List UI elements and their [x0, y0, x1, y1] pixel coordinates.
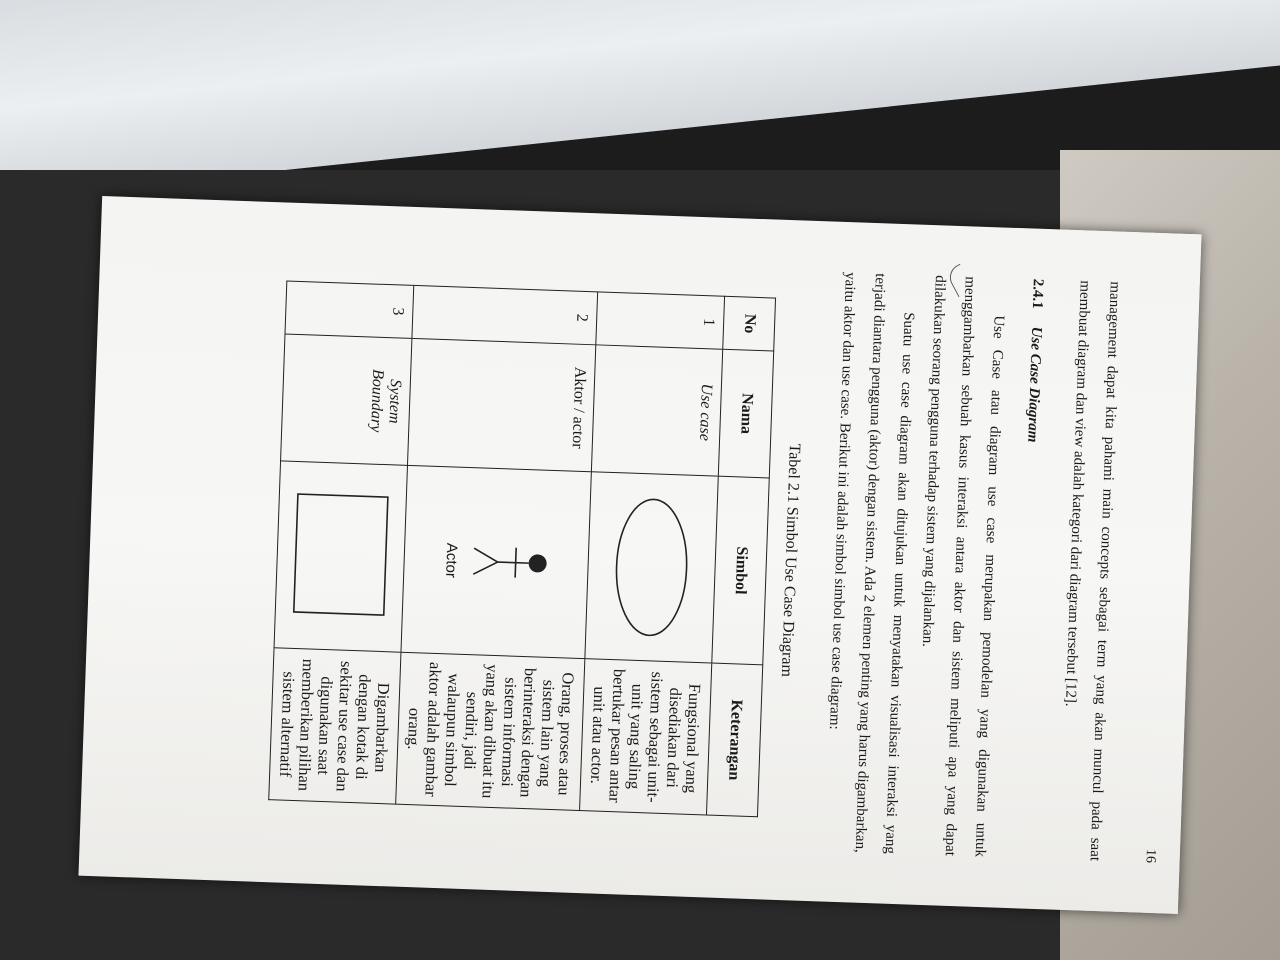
section-heading	[1009, 278, 1046, 858]
row-keterangan: Digambarkan dengan kotak di sekitar use case dan digunakan saat memberikan pilihan sistem alternatif	[269, 648, 401, 804]
use-case-symbol-table	[268, 280, 776, 817]
header-simbol: Simbol	[712, 476, 769, 665]
header-keterangan: Keterangan	[706, 663, 762, 817]
paragraph-use-case-elements: Suatu use case diagram akan ditujukan untuk menyatakan visualisasi interaksi yang terjadi diantara pengguna (aktor) dengan sistem. Ada 2 elemen penting yang harus digambarkan, yaitu aktor dan use case. Berikut ini adalah simbol simbol use case diagram:	[826, 271, 917, 855]
intro-paragraph: management dapat kita pahami main concepts sebagai term yang akan muncul pada saat membuat diagram dan view adalah kategori dari diagram tersebut [12].	[1061, 280, 1123, 862]
paragraph-use-case-definition: Use Case atau diagram use case merupakan pemodelan yang digunakan untuk menggambarkan sebuah kasus interaksi antara aktor dan sistem meliputi apa yang dapat dilakukan seorang pengguna terhadap sistem yang dijalankan.	[918, 275, 1007, 858]
table-row	[396, 285, 598, 810]
rectangle-icon	[284, 490, 398, 624]
page-number: 16	[1142, 848, 1159, 864]
row-no: 1	[596, 292, 725, 349]
stick-figure-icon	[458, 516, 551, 609]
row-keterangan: Fungsional yang disediakan dari sistem sebagai unit-unit yang saling bertukar pesan antar unit atau actor.	[580, 659, 712, 815]
row-symbol	[274, 461, 407, 652]
row-no: 3	[285, 281, 414, 338]
row-nama: System Boundary	[281, 334, 412, 465]
table-row	[269, 281, 414, 804]
table-caption: Tabel 2.1 Simbol Use Case Diagram	[777, 443, 803, 678]
section-number: 2.4.1	[1028, 278, 1046, 309]
row-nama: Use case	[591, 345, 722, 476]
section-title: Use Case Diagram	[1024, 326, 1045, 443]
table-row	[580, 292, 725, 815]
row-symbol	[401, 465, 591, 658]
row-keterangan: Orang, proses atau sistem lain yang berinteraksi dengan sistem informasi yang akan dibuat itu sendiri, jadi walaupun simbol aktor adalah gambar orang.	[396, 652, 585, 810]
header-nama: Nama	[718, 349, 773, 478]
book-page	[78, 196, 1201, 914]
ellipse-icon	[604, 491, 699, 644]
actor-symbol-label: Actor	[442, 542, 461, 579]
row-nama: Aktor / actor	[407, 338, 595, 471]
header-no: No	[723, 296, 776, 351]
row-symbol	[585, 472, 718, 663]
row-no: 2	[412, 285, 598, 344]
page-content	[267, 253, 1160, 863]
